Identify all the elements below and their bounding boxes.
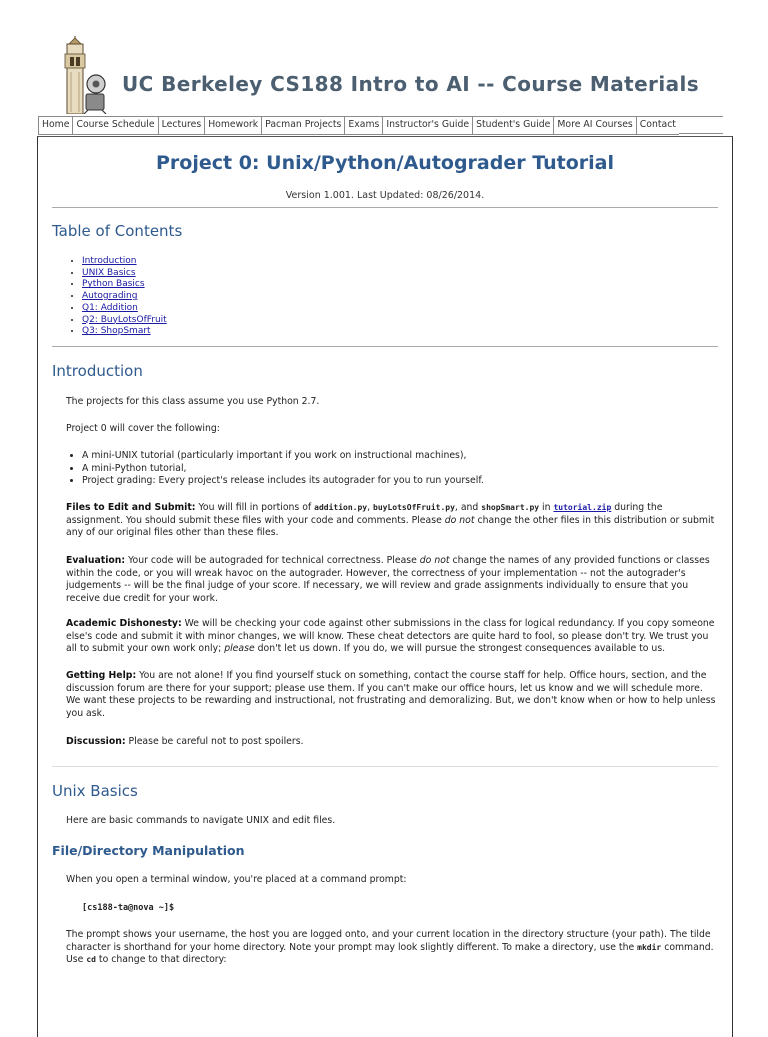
divider (52, 207, 718, 208)
list-item: • Project grading: Every project's release includes its autograder for you to run yourself. (82, 475, 484, 488)
text-span: don't let us down. If you do, we will pursue the strongest consequences available to us. (254, 643, 666, 655)
page-title: Project 0: Unix/Python/Autograder Tutorial (156, 152, 614, 174)
file-directory-heading: File/Directory Manipulation (52, 843, 245, 858)
filename-tutorial-zip: tutorial.zip (553, 503, 612, 512)
academic-dishonesty-label: Academic Dishonesty: (66, 618, 182, 629)
text-span: in (539, 502, 554, 513)
toc-item (82, 268, 167, 280)
site-title: UC Berkeley CS188 Intro to AI -- Course Materials (122, 72, 700, 96)
tutorial-zip-link[interactable] (553, 502, 611, 513)
emphasis: do not (419, 555, 450, 566)
divider (52, 346, 718, 347)
command-cd: cd (86, 955, 96, 965)
toc-item (82, 326, 167, 338)
discussion-paragraph (66, 736, 718, 749)
campanile-logo-icon (48, 36, 118, 114)
text-span: change the other files in this distribution or submit any of our original files other than these files. (66, 514, 715, 539)
emphasis: do not (444, 514, 475, 526)
nav-contact[interactable]: Contact (636, 117, 679, 135)
academic-dishonesty-paragraph (66, 618, 718, 656)
toc-item (82, 303, 167, 315)
filename-shopsmart: shopSmart.py (481, 503, 540, 512)
nav-instructors-guide[interactable]: Instructor's Guide (382, 117, 472, 135)
discussion-label: Discussion: (66, 736, 126, 747)
text-span: Please be careful not to post spoilers. (125, 736, 304, 747)
text-span: You will fill in portions of (195, 502, 315, 513)
nav-home[interactable]: Home (38, 117, 72, 135)
getting-help-paragraph (66, 670, 718, 720)
evaluation-paragraph (66, 555, 718, 605)
getting-help-label: Getting Help: (66, 670, 137, 681)
files-to-edit-paragraph (66, 502, 718, 540)
nav-pacman-projects[interactable]: Pacman Projects (261, 117, 344, 135)
command-prompt-example: [cs188-ta@nova ~]$ (82, 903, 175, 913)
text-span: command. Use (66, 941, 714, 966)
text-span: to change to that directory: (95, 954, 227, 966)
filename-addition: addition.py (314, 503, 368, 512)
toc-link-q1[interactable]: Q1: Addition (82, 302, 138, 313)
filename-buylotsoffruit: buyLotsOfFruit.py (373, 503, 455, 512)
files-label: Files to Edit and Submit: (66, 502, 196, 513)
nav-homework[interactable]: Homework (204, 117, 261, 135)
toc-link-python-basics[interactable]: Python Basics (82, 279, 145, 290)
intro-paragraph: Project 0 will cover the following: (66, 423, 220, 434)
evaluation-label: Evaluation: (66, 555, 126, 566)
nav-more-ai-courses[interactable]: More AI Courses (553, 117, 635, 135)
nav-students-guide[interactable]: Student's Guide (472, 117, 553, 135)
emphasis: please (224, 643, 255, 655)
toc-link-autograding[interactable]: Autograding (82, 291, 138, 302)
list-item: • A mini-Python tutorial, (82, 463, 484, 476)
toc-item (82, 291, 167, 303)
command-mkdir: mkdir (637, 942, 662, 952)
top-nav (38, 116, 723, 134)
nav-lectures[interactable]: Lectures (158, 117, 205, 135)
intro-bullets (66, 450, 484, 488)
nav-spacer (679, 117, 723, 134)
nav-exams[interactable]: Exams (344, 117, 382, 135)
text-span: Your code will be autograded for technical correctness. Please (125, 555, 420, 566)
toc-list (66, 256, 167, 338)
text-span: You are not alone! If you find yourself stuck on something, contact the course staff for help. Office hours, section, and the discussion forum are there for your support; please use them. If you can't make our office hours, let us know and we will schedule more. We want these projects to be rewarding and instructional, not frustrating and demoralizing. But, we don't know when or how to help unless you ask. (66, 670, 716, 719)
text-span: The prompt shows your username, the host you are logged onto, and your current location in the directory structure (your path). The tilde character is shorthand for your home directory. Note your prompt may look slightly different. To make a directory, use the (66, 929, 711, 953)
site-header (38, 36, 728, 116)
toc-link-q2[interactable]: Q2: BuyLotsOfFruit (82, 314, 167, 325)
text-span: , and (454, 502, 482, 513)
text-span: change the names of any provided functions or classes within the code, or you will wreak havoc on the autograder. However, the correctness of your implementation -- not the autograder's judgements -- will be the final judge of your score. If necessary, we will review and grade assignments individually to ensure that you receive due credit for your work. (66, 555, 710, 604)
version-info: Version 1.001. Last Updated: 08/26/2014. (285, 190, 485, 201)
unix-basics-heading: Unix Basics (52, 782, 138, 800)
text-span: We will be checking your code against other submissions in the class for logical redundancy. If you copy someone else's code and submit it with minor changes, we will know. These cheat detectors are quite hard to fool, so please don't try. We trust you all to submit your own work only; (66, 618, 715, 655)
list-item: • A mini-UNIX tutorial (particularly important if you work on instructional machines), (82, 450, 484, 463)
toc-link-introduction[interactable]: Introduction (82, 256, 137, 266)
unix-paragraph (66, 929, 718, 967)
divider (52, 766, 718, 767)
toc-item (82, 315, 167, 327)
unix-paragraph: When you open a terminal window, you're placed at a command prompt: (66, 874, 407, 885)
text-span: , (367, 502, 374, 513)
introduction-heading: Introduction (52, 362, 143, 380)
toc-heading: Table of Contents (52, 222, 183, 240)
text-span: during the assignment. You should submit these files with your code and comments. Please (66, 502, 663, 526)
toc-link-unix-basics[interactable]: UNIX Basics (82, 267, 136, 278)
nav-course-schedule[interactable]: Course Schedule (72, 117, 157, 135)
unix-paragraph: Here are basic commands to navigate UNIX and edit files. (66, 815, 336, 826)
toc-item (82, 256, 167, 268)
toc-item (82, 279, 167, 291)
toc-link-q3[interactable]: Q3: ShopSmart (82, 326, 151, 337)
intro-paragraph: The projects for this class assume you use Python 2.7. (66, 396, 320, 407)
